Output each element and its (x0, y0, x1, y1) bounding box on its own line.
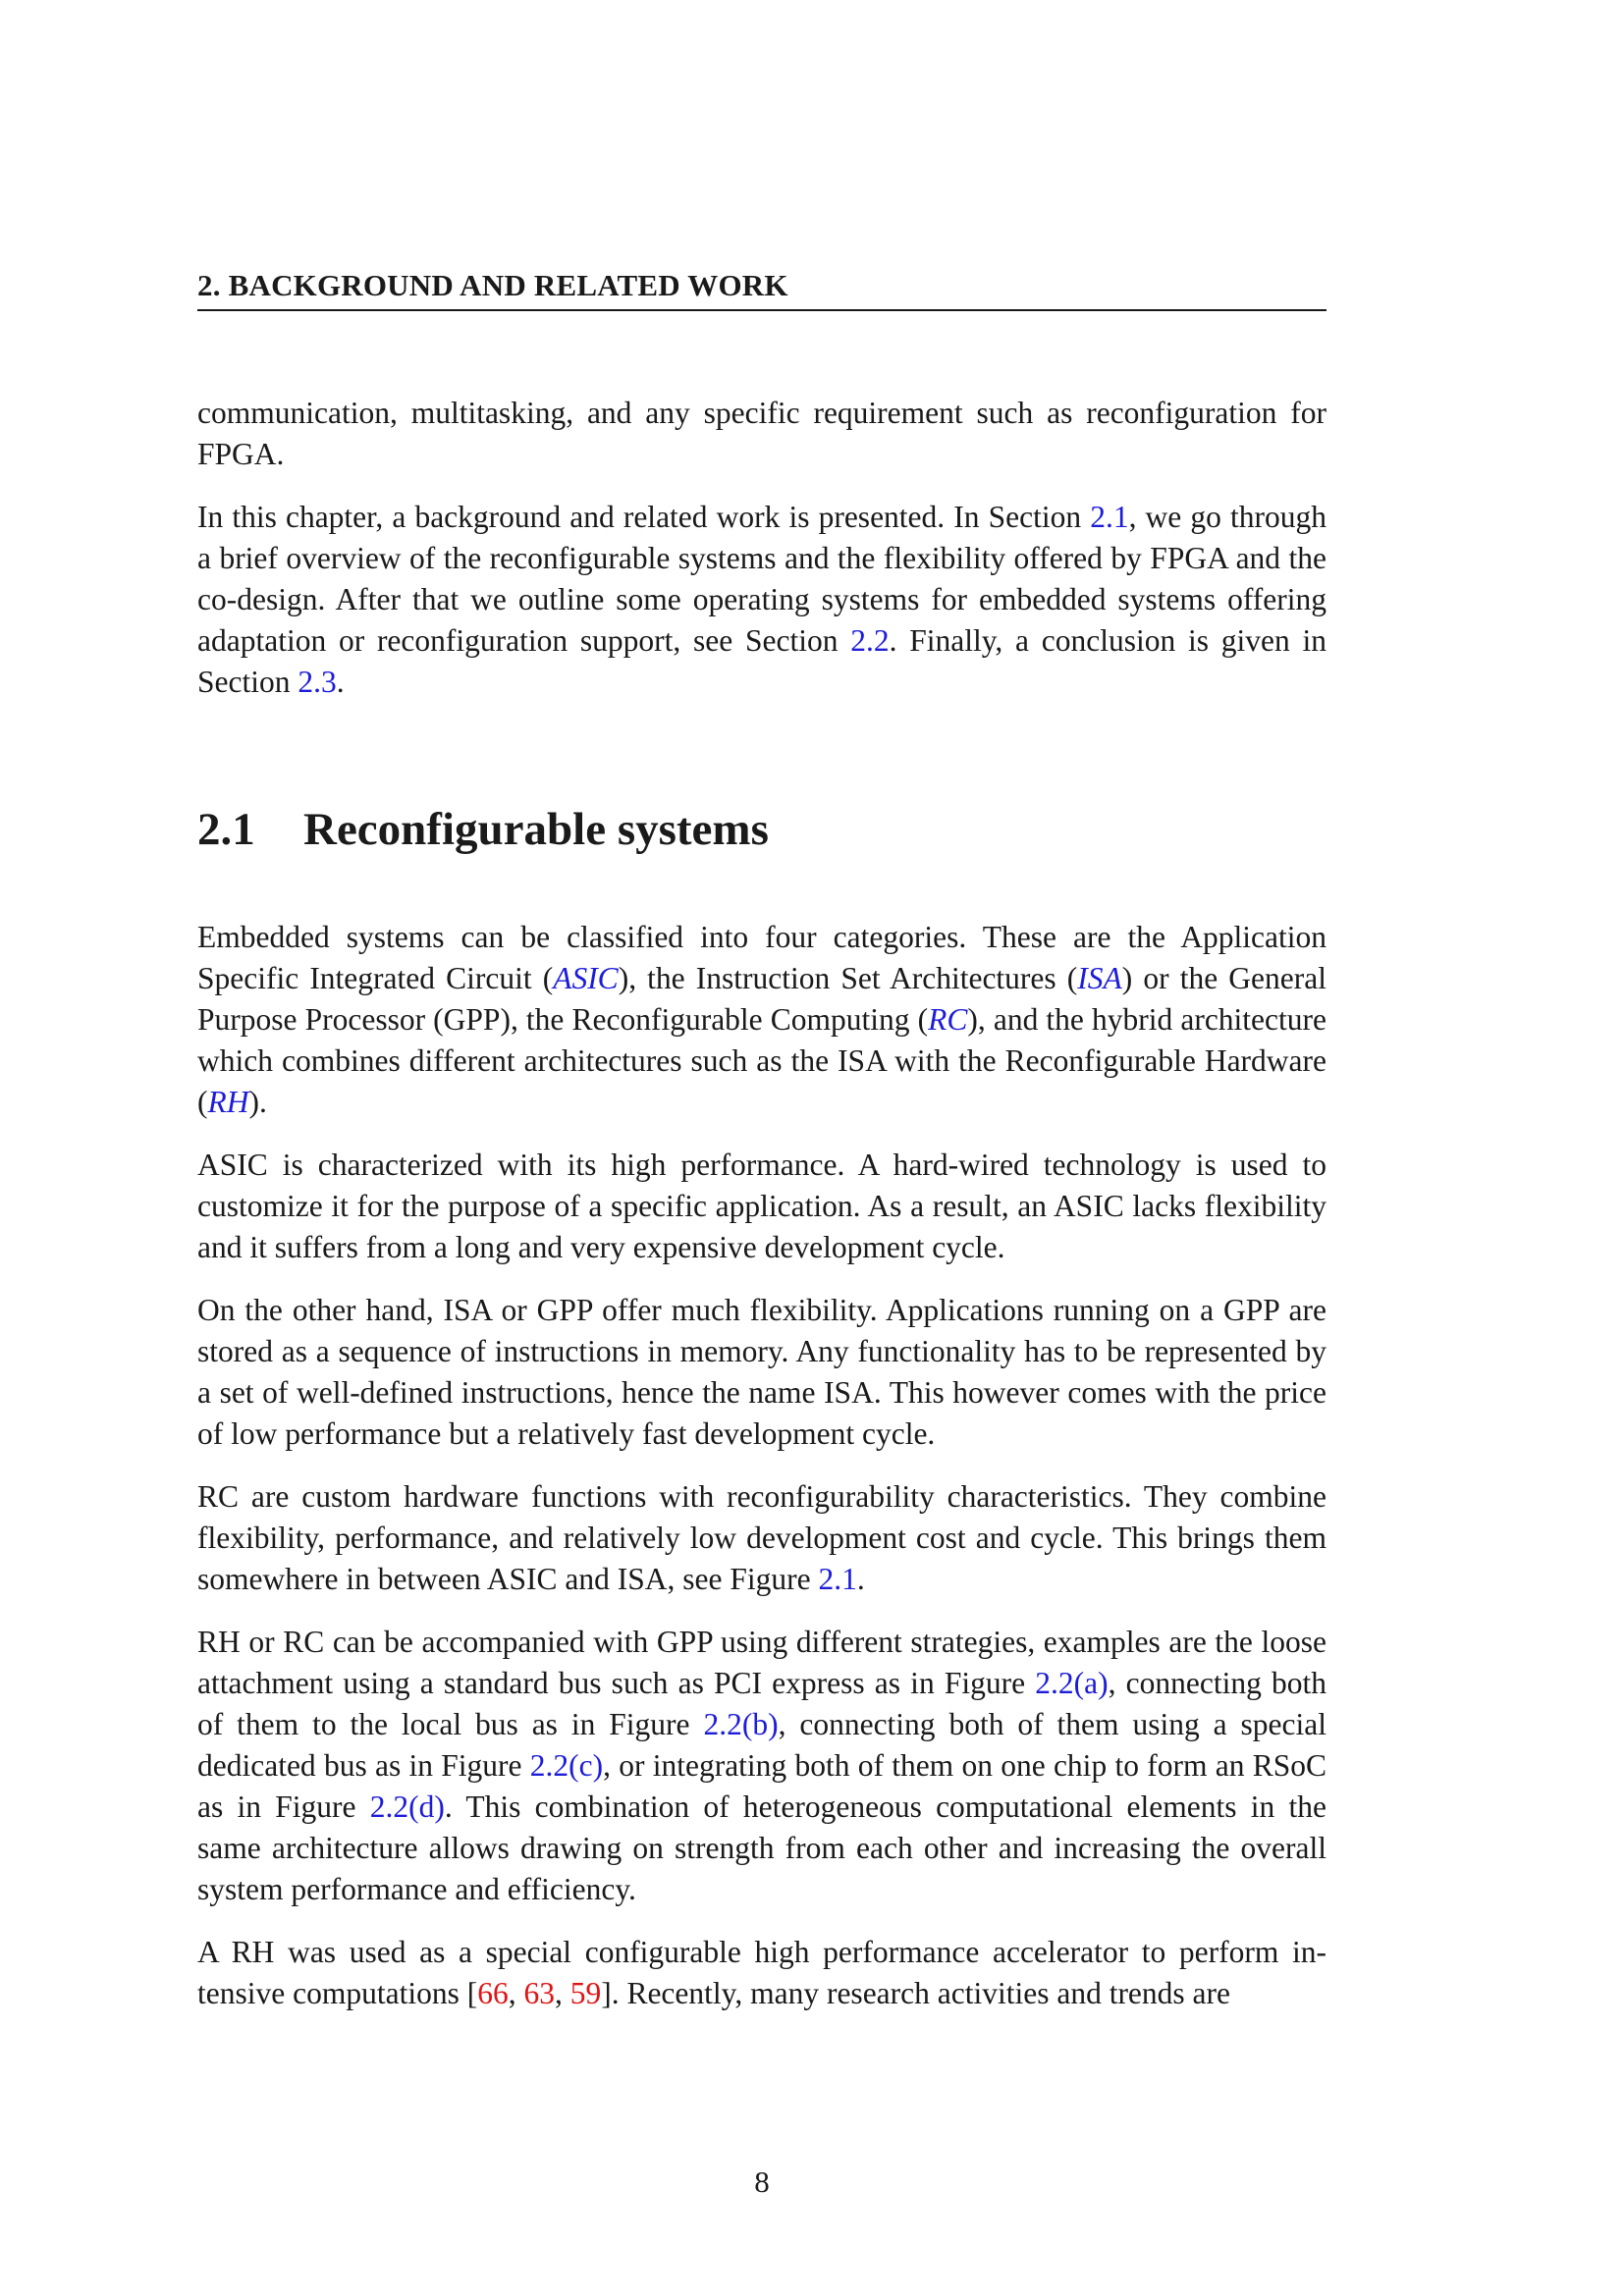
text-span: , connecting both of them to the local bus as in Figure (197, 1666, 1326, 1741)
text-span: RC are custom hardware functions with reconfigurability characteristics. They combine flexibility, performance, and relatively low development cost and cycle. This brings them somewhere in between ASIC and ISA, see Figure (197, 1479, 1326, 1596)
section-ref-link[interactable]: 2.1 (1090, 500, 1129, 534)
text-span: , (554, 1976, 570, 2010)
section-heading (197, 803, 769, 856)
text-span: . Finally, a conclusion is given in Section (197, 623, 1326, 699)
citation-link[interactable]: 63 (523, 1976, 555, 2010)
intro-block (197, 393, 1326, 724)
section-ref-link[interactable]: 2.2 (850, 623, 890, 658)
running-head: 2. BACKGROUND AND RELATED WORK (197, 268, 1326, 311)
intro-paragraph-1: communication, multitasking, and any specific requirement such as reconfiguration for FPGA. (197, 396, 1326, 471)
text-span: A RH was used as a special configurable high performance accelerator to perform intensive computations [ (197, 1935, 1326, 2010)
paragraph-rh-gpp (197, 1622, 1326, 1910)
section-title-text: Reconfigurable systems (303, 804, 769, 855)
text-span: ) or the General Purpose Processor (GPP), the Reconfigurable Computing ( (197, 961, 1326, 1037)
figure-ref-link[interactable]: 2.2(b) (703, 1707, 779, 1741)
text-span: , or integrating both of them on one chip to form an RSoC as in Figure (197, 1748, 1326, 1824)
paragraph-categories (197, 917, 1326, 1123)
citation-link[interactable]: 66 (477, 1976, 509, 2010)
section-number: 2.1 (197, 804, 255, 855)
text-span: , we go through a brief overview of the reconfigurable systems and the flexibility offered by FPGA and the co-design. After that we outline some operating systems for embedded systems offering adaptation or reconfiguration support, see Section (197, 500, 1326, 658)
text-span: In this chapter, a background and related work is presented. In Section (197, 500, 1091, 534)
figure-ref-link[interactable]: 2.2(d) (369, 1789, 445, 1824)
page-number: 8 (754, 2164, 770, 2199)
section-body (197, 917, 1326, 2036)
intro-paragraph-2 (197, 497, 1326, 703)
document-page (197, 0, 1326, 2296)
section-ref-link[interactable]: 2.3 (298, 665, 337, 699)
paragraph-asic: ASIC is characterized with its high performance. A hard-wired technology is used to customize it for the purpose of a specific application. As a result, an ASIC lacks flexibility and it suffers from a long and very expensive development cycle. (197, 1148, 1326, 1264)
text-span: , connecting both of them using a special dedicated bus as in Figure (197, 1707, 1326, 1783)
text-span: . (856, 1562, 865, 1596)
paragraph-accelerator (197, 1932, 1326, 2014)
acronym-isa[interactable]: ISA (1077, 961, 1122, 995)
text-span: ), the Instruction Set Architectures ( (618, 961, 1078, 995)
text-span: . This combination of heterogeneous computational elements in the same architecture allows drawing on strength from each other and increasing the overall system performance and efficiency. (197, 1789, 1326, 1906)
acronym-rh[interactable]: RH (207, 1085, 249, 1119)
text-span: Embedded systems can be classified into four categories. These are the Application Specific Integrated Circuit ( (197, 920, 1326, 995)
text-span: , (508, 1976, 524, 2010)
text-span: RH or RC can be accompanied with GPP using different strategies, examples are the loose attachment using a standard bus such as PCI express as in Figure (197, 1625, 1326, 1700)
text-span: ). (248, 1085, 267, 1119)
acronym-rc[interactable]: RC (928, 1002, 968, 1037)
paragraph-rc (197, 1476, 1326, 1600)
figure-ref-link[interactable]: 2.1 (818, 1562, 857, 1596)
acronym-asic[interactable]: ASIC (553, 961, 619, 995)
figure-ref-link[interactable]: 2.2(c) (529, 1748, 604, 1783)
text-span: ), and the hybrid architecture which combines different architectures such as the ISA with the Reconfigurable Hardware ( (197, 1002, 1326, 1119)
figure-ref-link[interactable]: 2.2(a) (1035, 1666, 1109, 1700)
text-span: ]. Recently, many research activities and trends are (601, 1976, 1231, 2010)
paragraph-gpp: On the other hand, ISA or GPP offer much flexibility. Applications running on a GPP are stored as a sequence of instructions in memory. Any functionality has to be represented by a set of well-defined instructions, hence the name ISA. This however comes with the price of low performance but a relatively fast development cycle. (197, 1293, 1326, 1451)
text-span: . (336, 665, 345, 699)
citation-link[interactable]: 59 (569, 1976, 602, 2010)
